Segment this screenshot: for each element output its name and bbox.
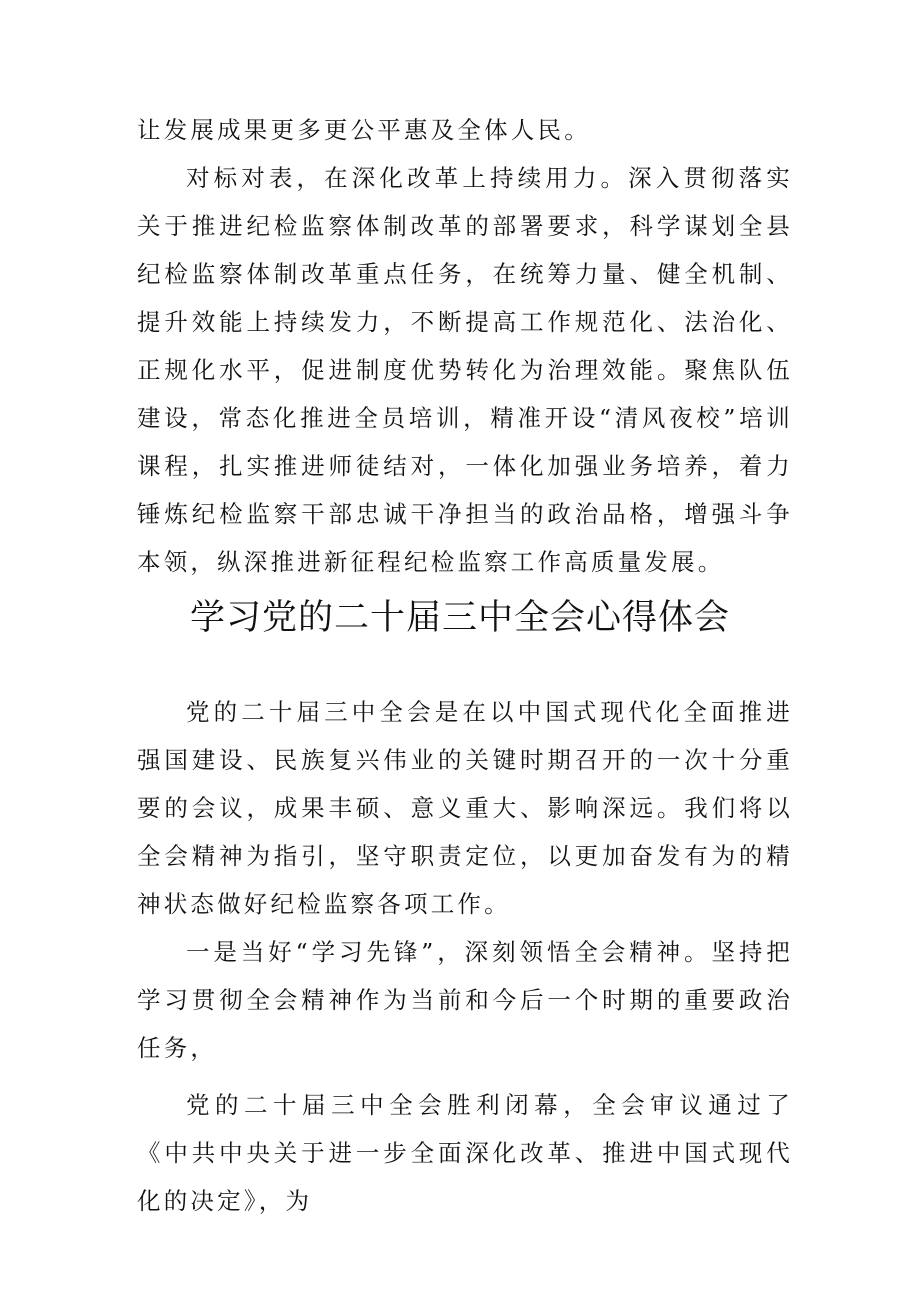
paragraph-reform: 对标对表，在深化改革上持续用力。深入贯彻落实关于推进纪检监察体制改革的部署要求，科学谋划全县纪检监察体制改革重点任务，在统筹力量、健全机制、提升效能上持续发力，不断提高工作规范化、法治化、正规化水平，促进制度优势转化为治理效能。聚焦队伍建设，常态化推进全员培训，精准开设“清风夜校”培训课程，扎实推进师徒结对，一体化加强业务培养，着力锤炼纪检监察干部忠诚干净担当的政治品格，增强斗争本领，纵深推进新征程纪检监察工作高质量发展。 [137,164,793,576]
paragraph-continuation: 让发展成果更多更公平惠及全体人民。 [137,116,591,144]
section-title: 学习党的二十届三中全会心得体会 [189,598,730,638]
paragraph-study-pioneer: 一是当好“学习先锋”，深刻领悟全会精神。坚持把学习贯彻全会精神作为当前和今后一个时期的重要政治任务， [137,938,793,1062]
paragraph-intro: 党的二十届三中全会是在以中国式现代化全面推进强国建设、民族复兴伟业的关键时期召开的一次十分重要的会议，成果丰硕、意义重大、影响深远。我们将以全会精神为指引，坚守职责定位，以更加奋发有为的精神状态做好纪检监察各项工作。 [137,698,793,918]
paragraph-plenary-closing: 党的二十届三中全会胜利闭幕，全会审议通过了《中共中央关于进一步全面深化改革、推进中国式现代化的决定》，为 [137,1091,793,1215]
